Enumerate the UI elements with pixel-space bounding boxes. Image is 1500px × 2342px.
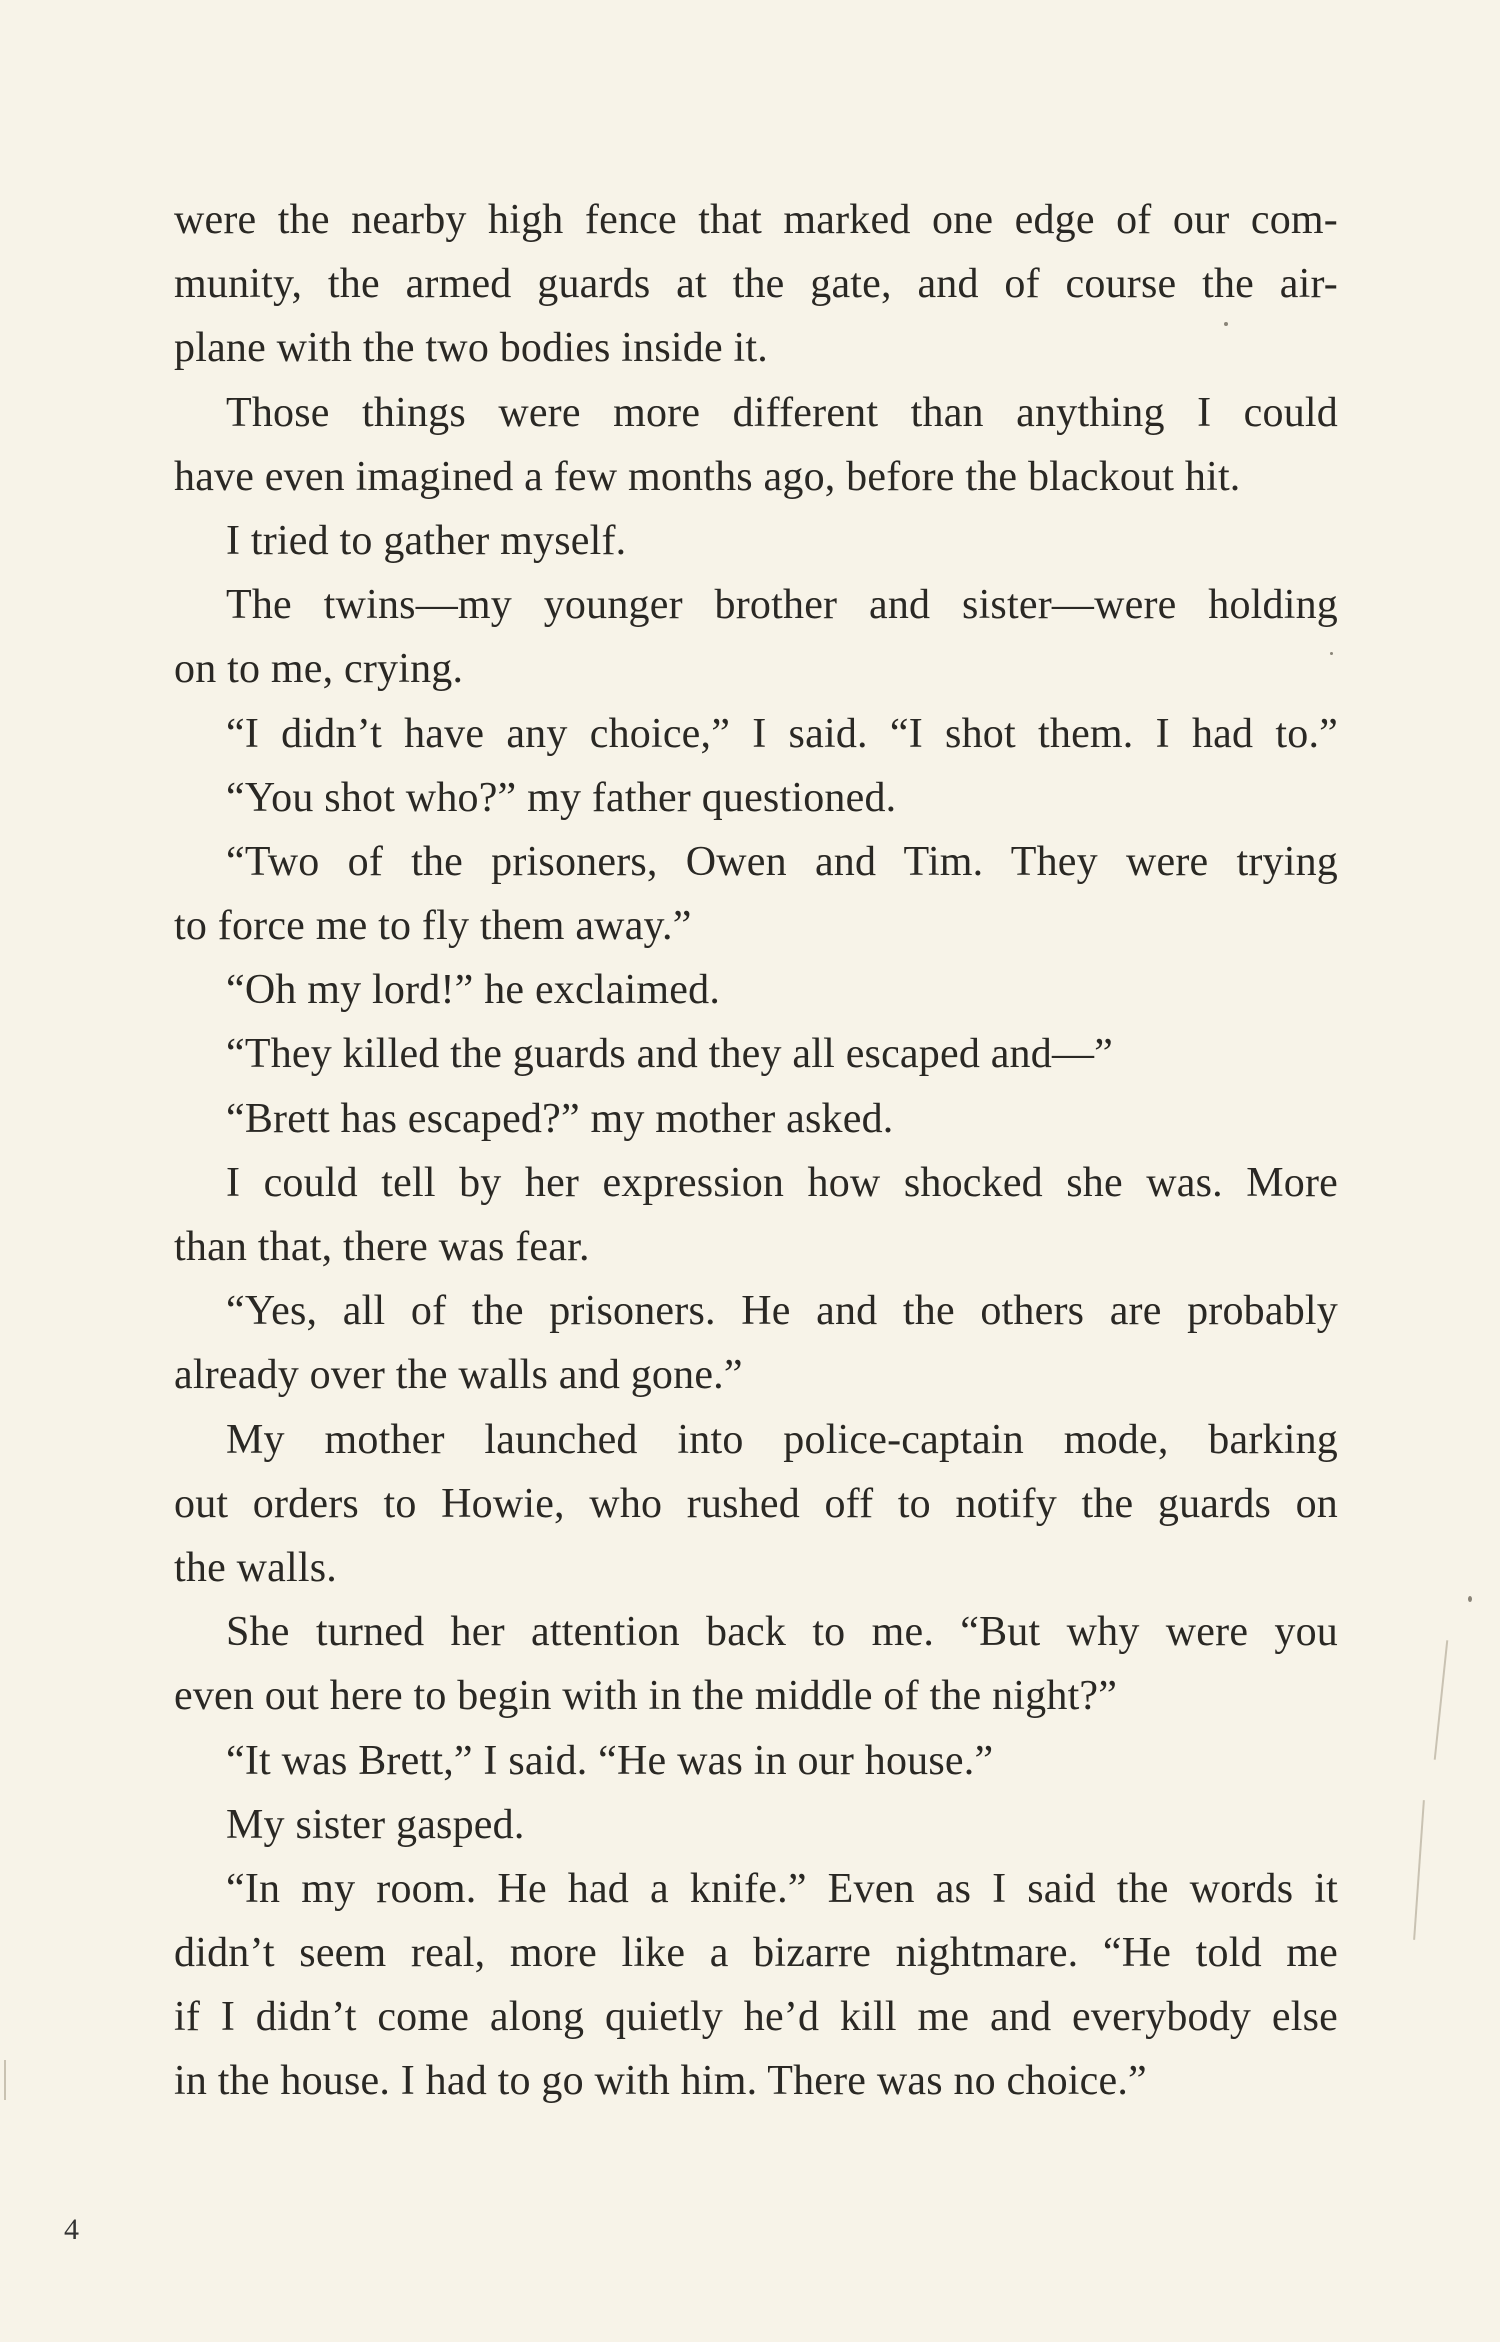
- text-line: She turned her attention back to me. “But why were you: [226, 1609, 1338, 1656]
- text-line: out orders to Howie, who rushed off to notify the guards on: [174, 1480, 1338, 1527]
- text-line: I tried to gather myself.: [226, 517, 627, 564]
- text-line: in the house. I had to go with him. There was no choice.”: [174, 2058, 1147, 2105]
- text-line: plane with the two bodies inside it.: [174, 325, 768, 372]
- text-line: have even imagined a few months ago, before the blackout hit.: [174, 453, 1241, 500]
- text-line: “Two of the prisoners, Owen and Tim. They were trying: [226, 838, 1338, 885]
- text-line: My mother launched into police-captain mode, barking: [226, 1416, 1338, 1463]
- text-line: if I didn’t come along quietly he’d kill me and everybody else: [174, 1994, 1338, 2041]
- text-line: munity, the armed guards at the gate, and of course the air-: [174, 261, 1338, 308]
- text-line: the walls.: [174, 1544, 337, 1591]
- text-line: “Brett has escaped?” my mother asked.: [226, 1095, 894, 1142]
- text-line: Those things were more different than anything I could: [226, 389, 1338, 436]
- text-line: to force me to fly them away.”: [174, 903, 692, 950]
- text-line: “Oh my lord!” he exclaimed.: [226, 967, 721, 1014]
- text-line: even out here to begin with in the middle of the night?”: [174, 1673, 1118, 1720]
- text-line: The twins—my younger brother and sister—were holding: [226, 582, 1338, 629]
- body-text: [174, 188, 1338, 2114]
- scan-edge-line: [1413, 1800, 1425, 1940]
- text-line: I could tell by her expression how shocked she was. More: [226, 1159, 1338, 1206]
- text-line: My sister gasped.: [226, 1801, 525, 1848]
- text-line: than that, there was fear.: [174, 1224, 590, 1270]
- text-line: “Yes, all of the prisoners. He and the others are probably: [226, 1288, 1338, 1335]
- scan-speck: [1224, 322, 1228, 326]
- scan-edge-line: [4, 2060, 6, 2100]
- text-line: “They killed the guards and they all escaped and—”: [226, 1031, 1113, 1078]
- text-line: on to me, crying.: [174, 646, 464, 693]
- text-line: were the nearby high fence that marked one edge of our com-: [174, 197, 1338, 243]
- text-line: already over the walls and gone.”: [174, 1352, 743, 1399]
- scan-edge-line: [1434, 1640, 1449, 1760]
- scan-speck: [1468, 1596, 1472, 1602]
- page-number: 4: [64, 2213, 79, 2246]
- text-line: “I didn’t have any choice,” I said. “I shot them. I had to.”: [226, 710, 1338, 757]
- scan-speck: [1330, 652, 1333, 655]
- text-line: “It was Brett,” I said. “He was in our house.”: [226, 1737, 994, 1784]
- text-line: didn’t seem real, more like a bizarre nightmare. “He told me: [174, 1930, 1338, 1977]
- text-line: “In my room. He had a knife.” Even as I said the words it: [226, 1865, 1338, 1912]
- text-line: “You shot who?” my father questioned.: [226, 774, 897, 821]
